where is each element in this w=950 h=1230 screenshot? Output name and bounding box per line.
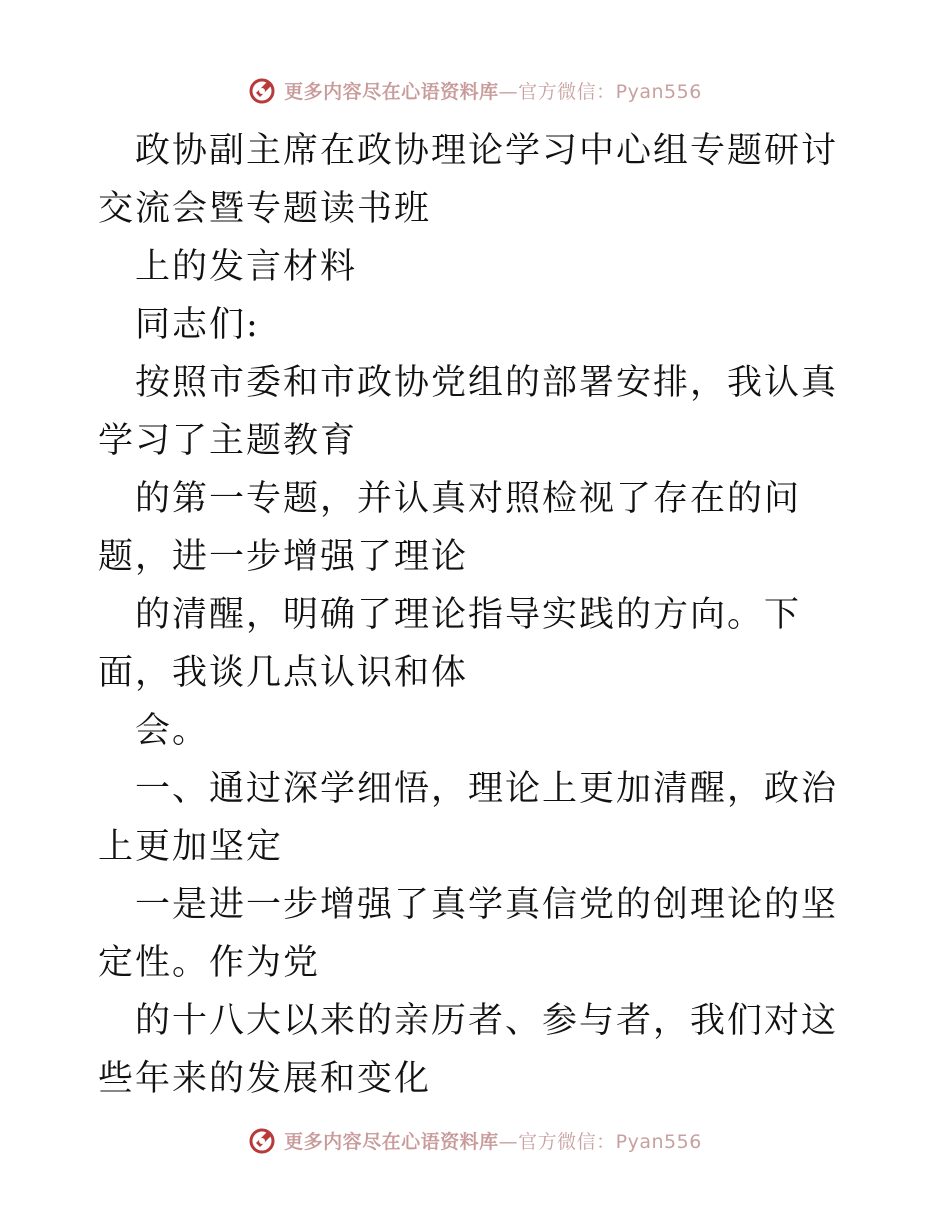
- paragraph-salutation: 同志们:: [135, 305, 260, 345]
- paragraph-body: 一是进一步增强了真学真信党的创理论的坚定性。作为党: [98, 885, 839, 983]
- paragraph-subtitle: 上的发言材料: [135, 247, 358, 287]
- watermark-text: 更多内容尽在心语资料库—官方微信：Pyan556: [284, 80, 702, 103]
- pen-logo-icon: [248, 1125, 278, 1155]
- paragraph-body: 会。: [135, 711, 210, 751]
- paragraph-title: 政协副主席在政协理论学习中心组专题研讨交流会暨专题读书班: [98, 131, 839, 229]
- paragraph-body: 的十八大以来的亲历者、参与者，我们对这些年来的发展和变化: [98, 1001, 839, 1099]
- header-watermark: [0, 70, 950, 110]
- paragraph-body: 的清醒，明确了理论指导实践的方向。下面，我谈几点认识和体: [98, 595, 802, 693]
- pen-logo-icon: [248, 75, 278, 105]
- paragraph-body: 的第一专题，并认真对照检视了存在的问题，进一步增强了理论: [98, 479, 802, 577]
- section-heading: 一、通过深学细悟，理论上更加清醒，政治上更加坚定: [98, 769, 839, 867]
- watermark-text: 更多内容尽在心语资料库—官方微信：Pyan556: [284, 1130, 702, 1153]
- paragraph-body: 按照市委和市政协党组的部署安排，我认真学习了主题教育: [98, 363, 839, 461]
- footer-watermark: [0, 1120, 950, 1160]
- document-body: [98, 122, 858, 1108]
